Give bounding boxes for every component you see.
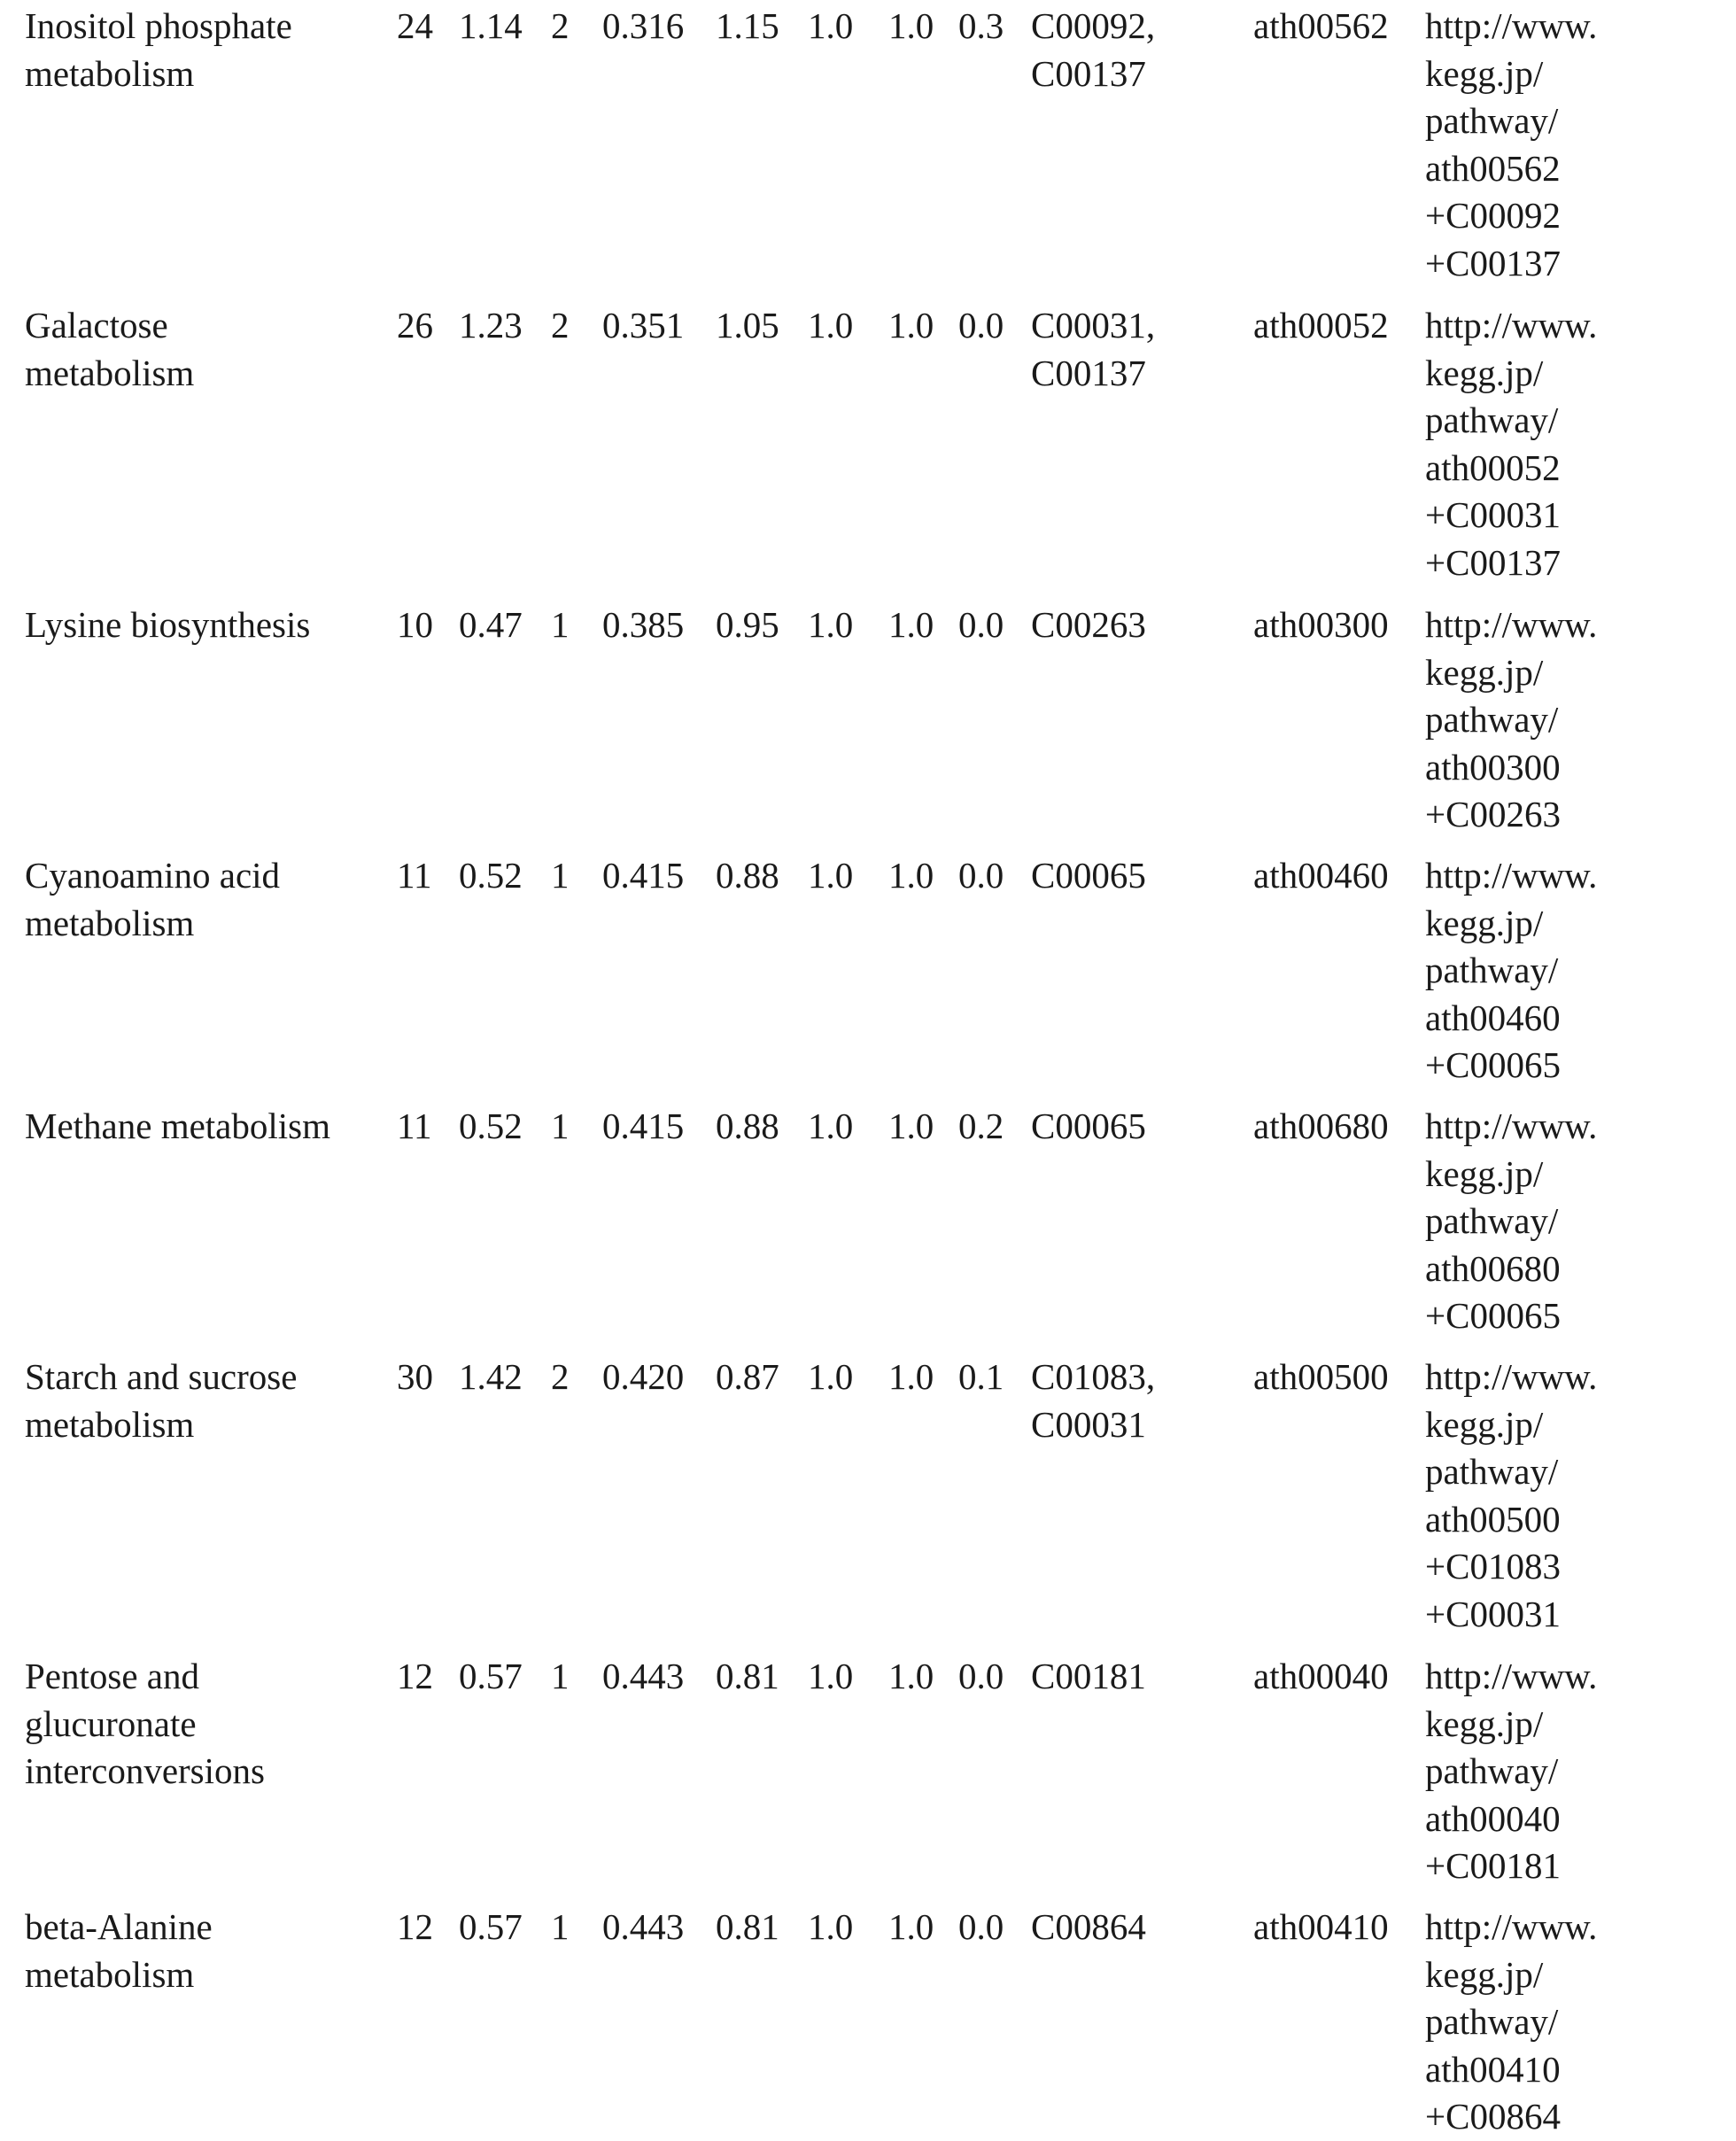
compound-ids-cell: C00031, C00137 [1031,305,1156,393]
impact-cell: 0.1 [958,1356,1004,1397]
kegg-link[interactable]: http://www. kegg.jp/ pathway/ ath00040 +C00181 [1425,1656,1598,1886]
raw-p-cell: 0.415 [602,1105,685,1146]
holm-p-cell: 1.0 [808,1105,854,1146]
impact-cell: 0.0 [958,604,1004,645]
fdr-cell: 1.0 [888,1656,934,1696]
impact-cell: 0.2 [958,1105,1004,1146]
kegg-id-cell: ath00052 [1253,305,1389,345]
expected-cell: 0.52 [459,855,523,896]
kegg-id-cell: ath00410 [1253,1906,1389,1947]
log-p-cell: 0.95 [716,604,779,645]
fdr-cell: 1.0 [888,1105,934,1146]
fdr-cell: 1.0 [888,305,934,345]
hits-cell: 2 [551,1356,570,1397]
compound-ids-cell: C00065 [1031,855,1146,896]
log-p-cell: 0.81 [716,1906,779,1947]
kegg-id-cell: ath00680 [1253,1105,1389,1146]
raw-p-cell: 0.415 [602,855,685,896]
holm-p-cell: 1.0 [808,1906,854,1947]
raw-p-cell: 0.420 [602,1356,685,1397]
impact-cell: 0.0 [958,305,1004,345]
kegg-link[interactable]: http://www. kegg.jp/ pathway/ ath00052 +C00031 +C00137 [1425,305,1598,583]
fdr-cell: 1.0 [888,1906,934,1947]
expected-cell: 0.52 [459,1105,523,1146]
hits-cell: 1 [551,855,570,896]
log-p-cell: 0.88 [716,1105,779,1146]
expected-cell: 0.57 [459,1906,523,1947]
kegg-id-cell: ath00300 [1253,604,1389,645]
hits-cell: 1 [551,1656,570,1696]
expected-cell: 1.14 [459,5,523,46]
pathway-name-cell: Galactose metabolism [25,305,195,393]
impact-cell: 0.3 [958,5,1004,46]
kegg-link[interactable]: http://www. kegg.jp/ pathway/ ath00410 +C00864 [1425,1906,1598,2137]
total-cell: 11 [397,1105,432,1146]
expected-cell: 1.42 [459,1356,523,1397]
total-cell: 30 [397,1356,433,1397]
compound-ids-cell: C00065 [1031,1105,1146,1146]
raw-p-cell: 0.351 [602,305,685,345]
pathway-name-cell: Inositol phosphate metabolism [25,5,292,94]
kegg-link[interactable]: http://www. kegg.jp/ pathway/ ath00680 +C00065 [1425,1105,1598,1336]
pathway-name-cell: Pentose and glucuronate interconversions [25,1656,265,1791]
pathway-name-cell: Lysine biosynthesis [25,604,311,645]
compound-ids-cell: C00864 [1031,1906,1146,1947]
fdr-cell: 1.0 [888,5,934,46]
total-cell: 24 [397,5,433,46]
pathway-name-cell: Methane metabolism [25,1105,330,1146]
compound-ids-cell: C00263 [1031,604,1146,645]
kegg-id-cell: ath00460 [1253,855,1389,896]
holm-p-cell: 1.0 [808,1356,854,1397]
pathway-name-cell: beta-Alanine metabolism [25,1906,213,1995]
kegg-id-cell: ath00040 [1253,1656,1389,1696]
fdr-cell: 1.0 [888,604,934,645]
raw-p-cell: 0.316 [602,5,685,46]
pathway-name-cell: Starch and sucrose metabolism [25,1356,298,1445]
hits-cell: 1 [551,1105,570,1146]
log-p-cell: 1.15 [716,5,779,46]
hits-cell: 2 [551,305,570,345]
expected-cell: 0.47 [459,604,523,645]
impact-cell: 0.0 [958,1656,1004,1696]
hits-cell: 1 [551,1906,570,1947]
impact-cell: 0.0 [958,855,1004,896]
hits-cell: 1 [551,604,570,645]
holm-p-cell: 1.0 [808,5,854,46]
kegg-link[interactable]: http://www. kegg.jp/ pathway/ ath00562 +C00092 +C00137 [1425,5,1598,283]
raw-p-cell: 0.443 [602,1906,685,1947]
hits-cell: 2 [551,5,570,46]
compound-ids-cell: C00092, C00137 [1031,5,1156,94]
holm-p-cell: 1.0 [808,855,854,896]
expected-cell: 1.23 [459,305,523,345]
pathway-name-cell: Cyanoamino acid metabolism [25,855,281,943]
raw-p-cell: 0.385 [602,604,685,645]
raw-p-cell: 0.443 [602,1656,685,1696]
holm-p-cell: 1.0 [808,1656,854,1696]
fdr-cell: 1.0 [888,855,934,896]
holm-p-cell: 1.0 [808,305,854,345]
kegg-id-cell: ath00500 [1253,1356,1389,1397]
kegg-id-cell: ath00562 [1253,5,1389,46]
total-cell: 12 [397,1906,433,1947]
impact-cell: 0.0 [958,1906,1004,1947]
compound-ids-cell: C00181 [1031,1656,1146,1696]
log-p-cell: 0.88 [716,855,779,896]
holm-p-cell: 1.0 [808,604,854,645]
total-cell: 12 [397,1656,433,1696]
kegg-link[interactable]: http://www. kegg.jp/ pathway/ ath00460 +C00065 [1425,855,1598,1085]
log-p-cell: 0.81 [716,1656,779,1696]
total-cell: 11 [397,855,432,896]
total-cell: 26 [397,305,433,345]
fdr-cell: 1.0 [888,1356,934,1397]
total-cell: 10 [397,604,433,645]
log-p-cell: 0.87 [716,1356,779,1397]
log-p-cell: 1.05 [716,305,779,345]
kegg-link[interactable]: http://www. kegg.jp/ pathway/ ath00500 +C01083 +C00031 [1425,1356,1598,1634]
compound-ids-cell: C01083, C00031 [1031,1356,1156,1445]
expected-cell: 0.57 [459,1656,523,1696]
kegg-link[interactable]: http://www. kegg.jp/ pathway/ ath00300 +C00263 [1425,604,1598,834]
